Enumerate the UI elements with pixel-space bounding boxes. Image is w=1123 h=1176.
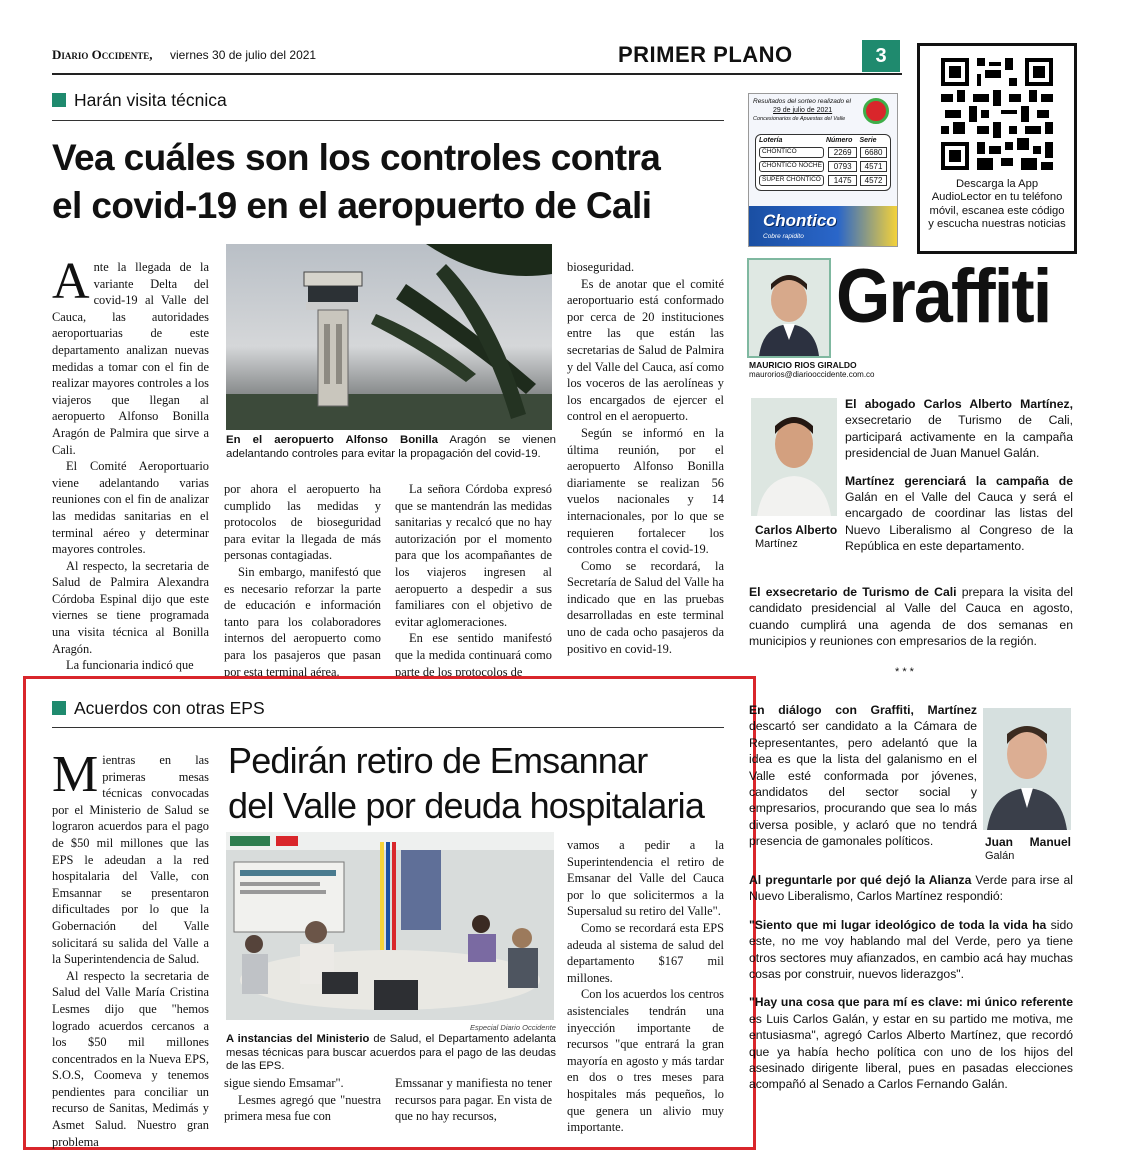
kicker2-rule <box>52 727 724 728</box>
kicker-rule <box>52 120 724 121</box>
header-date: viernes 30 de julio del 2021 <box>170 48 317 62</box>
article1-headline: Vea cuáles son los controles contra el covid-19 en el aeropuerto de Cali <box>52 137 661 226</box>
martinez-photo <box>751 398 837 516</box>
meeting-photo-credit: Especial Diario Occidente <box>470 1023 556 1032</box>
kicker-square-icon <box>52 701 66 715</box>
article1-col4: bioseguridad. Es de anotar que el comité aeroportuario está conformado por cerca de 20 instituciones entre las que están las secretarias de Salud de Palmira y del Valle del Cauca, así como los voceros de las aerolíneas y los encargados de ejercer el control en el aeropuerto. Según se informó en la última reunión, por el aeropuerto Alfonso Bonilla diariamente se realizan 56 vuelos nacionales y 14 internacionales, por lo que se requieren fortalecer los controles contra el covid-19. Como se recordará, la Secretaría de Salud del Valle ha indicado que en las pruebas desarrolladas en este terminal uno de cada ocho pasajeros da positivo en covid-19. <box>567 260 724 656</box>
martinez-name: Carlos Alberto <box>755 523 838 537</box>
masthead: Diario Occidente, <box>52 47 153 62</box>
dropcap: A <box>52 253 90 310</box>
lottery-banner <box>749 206 897 246</box>
lottery-title: Resultados del sorteo realizado el <box>753 98 851 105</box>
galan-portrait-icon <box>983 708 1071 830</box>
graffiti-separator: * * * <box>895 666 914 678</box>
caption-rest: Aragón se vienen adelantando controles para evitar la propagación del covid-19. <box>226 434 556 460</box>
article1-col3: La señora Córdoba expresó que se mantendrán las medidas sanitarias y recalcó que no hay autorización por el momento para que los acompañantes de los viajeros ingresen al aeropuerto a despedir a sus familiares con el objetivo de evitar aglomeraciones. En ese sentido manifestó que la medida continuará como parte de los protocolos de <box>395 482 552 679</box>
airport-photo <box>226 244 552 430</box>
caption2-bold: A instancias del Ministerio <box>226 1033 370 1045</box>
airport-tower-icon <box>226 244 552 430</box>
article2-col2: sigue siendo Emsamar". Lesmes agregó que "nuestra primera mesa fue con <box>224 1076 381 1124</box>
page-number: 3 <box>862 40 900 72</box>
author-portrait-icon <box>749 260 829 356</box>
lottery-row: CHONTICO 2269 6680 <box>759 147 887 158</box>
article2-kicker: Acuerdos con otras EPS <box>52 698 265 719</box>
lottery-date: 29 de julio de 2021 <box>773 107 833 114</box>
martinez-portrait-icon <box>751 398 837 516</box>
martinez-surname: Martínez <box>755 538 798 550</box>
graffiti-p3: El exsecretario de Turismo de Cali prepara la visita del candidato presidencial al Valle del Cauca en agosto, cuando cumplirá una agenda de dos semanas en municipios y reuniones con empresarios de la región. <box>749 585 1073 649</box>
graffiti-author: MAURICIO RIOS GIRALDO <box>749 360 857 370</box>
lottery-row: CHONTICO NOCHE 0793 4571 <box>759 161 887 172</box>
meeting-scene-icon <box>226 832 554 1020</box>
lottery-col-number: Número <box>825 137 853 144</box>
article2-col3: Emssanar y manifiesta no tener recursos para pagar. En vista de que no hay recursos, <box>395 1076 552 1124</box>
galan-name: Juan Manuel <box>985 835 1071 849</box>
graffiti-p4: En diálogo con Graffiti, Martínez descartó ser candidato a la Cámara de Representantes, pero adelantó que la idea es que la lista del galanismo en el Valle esté conformada por jóvenes, candidatos del sector social y empresarios, procurando que sea lo más diversa posible, y aclaró que no tendrá presencia de gamonales políticos. <box>749 703 977 849</box>
dropcap2: M <box>52 746 99 803</box>
section-title: PRIMER PLANO <box>618 42 793 67</box>
lottery-logo-icon <box>863 98 889 124</box>
meeting-caption <box>226 1033 556 1074</box>
caption-bold: En el aeropuerto Alfonso Bonilla <box>226 434 438 446</box>
header-rule <box>52 73 902 75</box>
graffiti-p1: El abogado Carlos Alberto Martínez, exsecretario de Turismo de Cali, participará activamente en la campaña presidencial de Juan Manuel Galán. Martínez gerenciará la campaña de Galán en el Valle del Cauca y será el encargado de coordinar las listas del Nuevo Liberalismo al Congreso de la República en este departamento. <box>845 397 1073 554</box>
graffiti-p5: Al preguntarle por qué dejó la Alianza Verde para irse al Nuevo Liberalismo, Carlos Martínez respondió: "Siento que mi lugar ideológico de toda la vida ha sido este, no me voy hablando mal del Verde, pero ya tiene otros sectores muy afianzados, en cambio acá hay muchas cosas por construir, nuevos liderazgos". "Hay una cosa que para mí es clave: mi único referente es Luis Carlos Galán, y estar en su partido me motiva, me entusiasma", agregó Carlos Alberto Martínez, que recordó que ya había hecho política con uno de los hijos del asesinado dirigente liberal, pues en pasadas elecciones acompañó al Senado a Carlos Fernando Galán. <box>749 873 1073 1092</box>
galan-photo <box>983 708 1071 830</box>
graffiti-title: Graffiti <box>836 254 1051 339</box>
lottery-slogan: Cobre rapidito <box>763 233 804 240</box>
airport-caption <box>226 433 556 461</box>
lottery-box <box>748 93 898 247</box>
kicker-square-icon <box>52 93 66 107</box>
article1-col2: por ahora el aeropuerto ha cumplido las medidas y protocolos de bioseguridad para evitar la llegada de más personas contagiadas. Sin embargo, manifestó que es necesario reforzar la parte de educación e información tanto para los colaboradores internos del aeropuerto como para los pasajeros que pasan por esta terminal aérea. <box>224 482 381 679</box>
graffiti-email: maurorios@diariooccidente.com.co <box>749 370 875 379</box>
lottery-col-name: Lotería <box>759 137 783 144</box>
lottery-row: SUPER CHONTICO 1475 4572 <box>759 175 887 186</box>
lottery-col-serie: Serie <box>859 137 877 144</box>
caption2-rest: de Salud, el Departamento adelanta mesas técnicas para buscar acuerdos para el pago de las deudas de las EPS. <box>226 1033 556 1073</box>
graffiti-author-photo <box>747 258 831 358</box>
article1-col1: Ante la llegada de la variante Delta del covid-19 al Valle del Cauca, las autoridades aeroportuarias de este departamento analizan nuevas medidas a tomar con el fin de realizar mayores controles a los viajeros que llegan al aeropuerto Alfonso Bonilla Aragón de Palmira que sirve a Cali. El Comité Aeroportuario viene adelantando varias reuniones con el fin de analizar las medidas sanitarias en el terminal aéreo y determinar mayores controles. Al respecto, la secretaria de Salud de Palmira Alexandra Córdoba Espinal dijo que este viernes se tiene programada una visita técnica al Bonilla Aragón. La funcionaria indicó que <box>52 253 209 673</box>
article1-kicker: Harán visita técnica <box>52 90 227 111</box>
lottery-brand: Chontico <box>763 211 837 230</box>
galan-surname: Galán <box>985 850 1015 862</box>
article2-col1: Mientras en las primeras mesas técnicas convocadas por el Ministerio de Salud se lograron acuerdos para el pago de $50 mil millones que las EPS le adeudan a la red hospitalaria del Valle, con Emsannar se presentaron dificultades por lo que la Gobernación del Valle solicitará su salida del Valle a la Superintendencia de Salud. Al respecto la secretaria de Salud del Valle María Cristina Lesmes dijo que "hemos logrado acuerdos cercanos a los $50 mil millones concentrados en la Nueva EPS, S.O.S, Coomeva y tenemos pendientes para conciliar un recurso de Sanitas, Medimás y Asmet Salud. Nuestro gran problema <box>52 746 209 1149</box>
lottery-subtitle: Concesionarios de Apuestas del Valle <box>753 116 846 122</box>
qr-code-icon <box>941 58 1053 170</box>
article2-headline: Pedirán retiro de Emsannar del Valle por deuda hospitalaria <box>228 740 705 826</box>
qr-box <box>917 43 1077 254</box>
qr-caption: Descarga la App AudioLector en tu teléfono móvil, escanea este código y escucha nuestras noticias <box>928 178 1066 231</box>
lottery-table <box>755 134 891 191</box>
meeting-photo <box>226 832 554 1020</box>
article2-col4: vamos a pedir a la Superintendencia el retiro de Emsanar del Valle del Cauca por lo que solicitermos a la Supersalud su retiro del Valle". Como se recordará esta EPS adeuda al sistema de salud del departamento $167 mil millones. Con los acuerdos los centros asistenciales tendrán una inyección importante de recursos "que entrará la gran mayoría en agosto y más tardar en dos o tres meses para hospitales más pequeños, lo que genera un alivio muy importante. <box>567 838 724 1135</box>
